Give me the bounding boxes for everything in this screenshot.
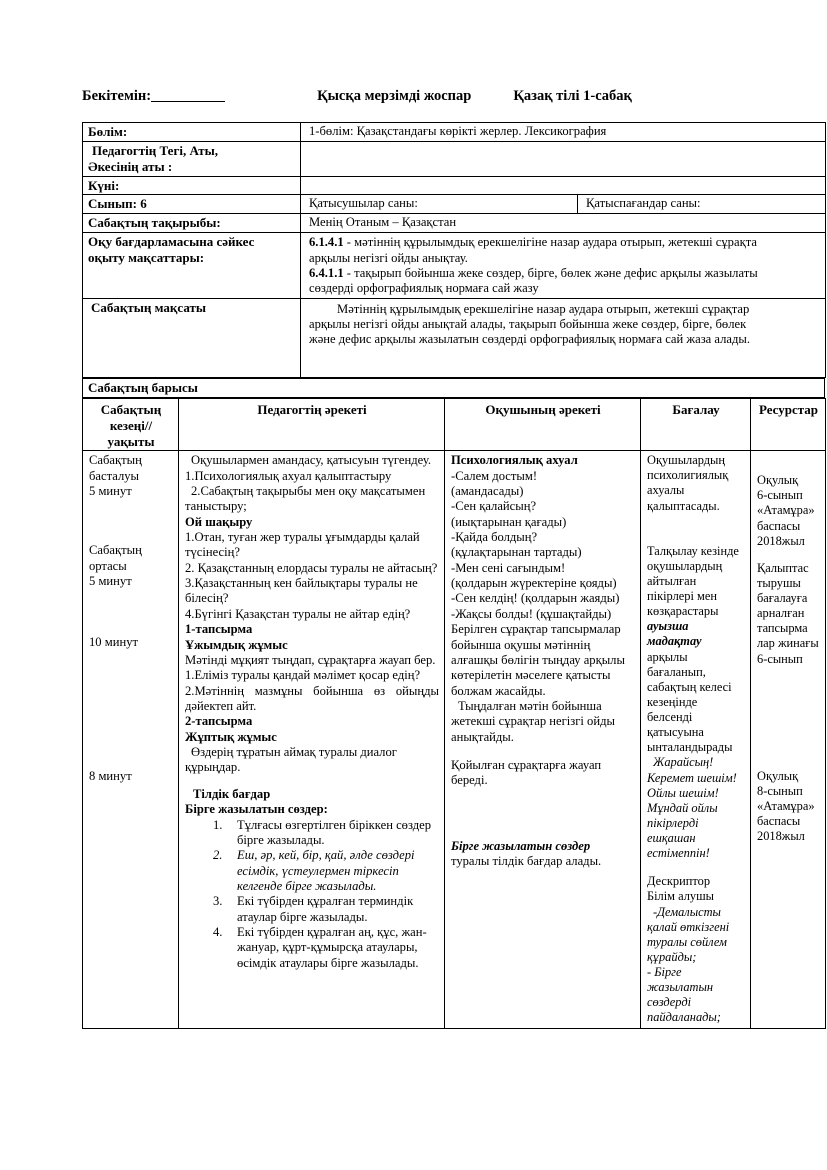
assessment-praise-3: Ойлы шешім! xyxy=(647,785,719,800)
stage-spacer-b xyxy=(89,589,173,635)
resource-3-line-3: «Атамұра» xyxy=(757,798,815,813)
lesson-progress-heading: Сабақтың барысы xyxy=(83,378,825,398)
assessment-paragraph-2-part-b: арқылы бағаланып, сабақтың келесі кезеңінде белсенді қатысуына ынталандырады xyxy=(647,649,733,755)
resource-1-line-1: Оқулық xyxy=(757,473,799,488)
teacher-question-3: 3.Қазақстанның кен байлықтары туралы не білесің? xyxy=(185,576,418,606)
assessment-oral-praise-emphasis: ауызша мадақтау xyxy=(647,619,702,649)
table-row-attendance xyxy=(83,195,826,214)
stage-spacer-c xyxy=(89,651,173,769)
assessment-praise-2: Керемет шешім! xyxy=(647,770,737,785)
objectives-label xyxy=(83,233,301,298)
resource-2-line-2: тырушы xyxy=(757,575,801,590)
lesson-info-table xyxy=(82,122,826,378)
teacher-task1-question-1: 1.Еліміз туралы қандай мәлімет қосар едің? xyxy=(185,668,421,683)
stage-start-l1: Сабақтың xyxy=(89,453,142,468)
objective-2-code: 6.4.1.1 xyxy=(309,265,344,280)
table-header-row xyxy=(83,399,826,451)
resources-spacer-1 xyxy=(757,549,820,561)
pupil-line-4: (иықтарынан қағады) xyxy=(451,514,567,529)
resource-3-line-1: Оқулық xyxy=(757,768,799,783)
teacher-task1-title: 1-тапсырма xyxy=(185,622,253,637)
resource-1-line-4: баспасы xyxy=(757,518,801,533)
table-row-teacher xyxy=(83,141,826,176)
objective-1-code: 6.1.4.1 xyxy=(309,235,344,250)
resource-2-line-5: тапсырма xyxy=(757,621,808,636)
cell-stage-time xyxy=(83,451,179,1028)
column-header-stage-l3: уақыты xyxy=(107,433,155,449)
column-header-stage xyxy=(83,399,179,451)
teacher-question-2: 2. Қазақстанның елордасы туралы не айтасың? xyxy=(185,560,438,575)
stage-lesson-middle xyxy=(89,543,173,589)
rule-2-text-rest: есімдік, үстеулермен тіркесіп келгенде бірге жазылады. xyxy=(237,863,399,893)
list-item xyxy=(237,925,439,971)
resource-1-line-2: 6-сынып xyxy=(757,488,803,503)
cell-assessment xyxy=(641,451,751,1028)
objective-2-line1 xyxy=(309,266,821,281)
pupil-line-8: (қолдарын жүректеріне қояды) xyxy=(451,576,617,591)
assessment-spacer-2 xyxy=(647,861,745,874)
objective-2-text: - тақырып бойынша жеке сөздер, бірге, бөлек және дефис арқылы жазылаты xyxy=(346,265,758,280)
pupil-line-6: (құлақтарынан тартады) xyxy=(451,545,582,560)
table-row-topic xyxy=(83,214,826,233)
teacher-task1-question-2: 2.Мәтіннің мазмұны бойынша өз ойыңды дәйектеп айт. xyxy=(185,683,439,713)
assessment-descriptor-2: - Бірге жазылатын сөздерді пайдаланады; xyxy=(647,965,721,1025)
pupil-line-10: -Жақсы болды! (құшақтайды) xyxy=(451,606,612,621)
column-header-teacher-action: Педагогтің әрекеті xyxy=(179,399,445,451)
pupil-paragraph-4-emphasis: Бірге жазылатын сөздер xyxy=(451,838,591,853)
teacher-language-guide-title: Тілдік бағдар xyxy=(193,786,271,801)
assessment-paragraph-1: Оқушылардың психолигиялық ахуалы қалыптасады. xyxy=(647,453,729,513)
cell-resources xyxy=(751,451,826,1028)
table-row-objectives xyxy=(83,233,826,298)
aim-line-2: арқылы негізгі ойды анықтай алады, тақырып бойынша жеке сөздер, бірге, бөлек xyxy=(309,316,747,331)
resource-1-line-5: 2018жыл xyxy=(757,533,805,548)
assessment-spacer-1 xyxy=(647,514,745,544)
column-header-pupil-action: Оқушының әрекеті xyxy=(445,399,641,451)
resources-spacer-2 xyxy=(757,667,820,769)
resource-2-line-6: лар жинағы xyxy=(757,636,819,651)
assessment-descriptor-1: -Демалысты қалай өткізгені туралы сөйлем құрайды; xyxy=(647,904,730,964)
teacher-brainstorm-title: Ой шақыру xyxy=(185,514,253,529)
lesson-body-table xyxy=(82,398,826,1028)
table-row-aim xyxy=(83,298,826,377)
assessment-praise-4: Мұндай ойлы пікірлерді ешқашан естімеппін! xyxy=(647,800,718,861)
resource-2-line-3: бағалауға xyxy=(757,591,808,606)
objective-1-text: - мәтіннің құрылымдық ерекшелігіне назар аудара отырып, жетекші сұрақта xyxy=(346,235,757,250)
objectives-label-line1: Оқу бағдарламасына сәйкес xyxy=(88,234,255,250)
teacher-task2-description: Өздерің тұратын аймақ туралы диалог құрыңдар. xyxy=(185,745,397,775)
objectives-label-line2: оқыту мақсаттары: xyxy=(88,250,205,266)
assessment-paragraph-2-part-a: Талқылау кезінде оқушылардың айтылған пікірлері мен көзқарастары xyxy=(647,543,739,619)
cell-pupil-action xyxy=(445,451,641,1028)
teacher-item-1: 1.Психологиялық ахуал қалыптастыру xyxy=(185,468,392,483)
approval-text: Бекітемін: xyxy=(82,88,152,104)
resource-2-line-7: 6-сынып xyxy=(757,651,803,666)
resource-3-line-5: 2018жыл xyxy=(757,829,805,844)
resource-2-line-1: Қалыптас xyxy=(757,560,809,575)
stage-start-l2: басталуы xyxy=(89,468,139,483)
stage-lesson-start xyxy=(89,453,173,499)
stage-middle-l1: Сабақтың xyxy=(89,543,142,558)
objective-2-line2: сөздерді орфографиялық нормаға сай жазу xyxy=(309,281,539,296)
topic-value: Менің Отаным – Қазақстан xyxy=(301,214,826,233)
plan-title: Қысқа мерзімді жоспар xyxy=(317,88,472,104)
approval-label xyxy=(82,88,225,105)
section-label: Бөлім: xyxy=(83,123,301,142)
teacher-label xyxy=(83,141,301,176)
teacher-spelling-rules-list xyxy=(185,818,439,972)
pupil-line-7: -Мен сені сағындым! xyxy=(451,560,566,575)
pupil-paragraph-4-rest: туралы тілдік бағдар алады. xyxy=(451,854,602,869)
resource-3-line-4: баспасы xyxy=(757,814,801,829)
rule-1-text: Тұлғасы өзгертілген біріккен сөздер бірге жазылады. xyxy=(237,817,432,847)
document-header xyxy=(82,88,825,105)
rule-2-text-italic: Еш, әр, кей, бір, қай, әлде сөздері xyxy=(237,848,415,863)
table-row-lesson-body xyxy=(83,451,826,1028)
pupil-paragraph-3: Қойылған сұрақтарға жауап береді. xyxy=(451,758,602,788)
assessment-paragraph-2 xyxy=(647,544,745,756)
teacher-label-line2: Әкесінің аты : xyxy=(88,158,173,174)
resource-3-line-2: 8-сынып xyxy=(757,783,803,798)
table-row-progress-heading xyxy=(83,378,825,398)
topic-label: Сабақтың тақырыбы: xyxy=(83,214,301,233)
teacher-value[interactable] xyxy=(301,141,826,176)
list-item xyxy=(237,818,439,849)
pupil-spacer-2 xyxy=(451,789,635,839)
stage-spacer-a xyxy=(89,499,173,543)
teacher-question-4: 4.Бүгінгі Қазақстан туралы не айтар едің? xyxy=(185,606,411,621)
table-row-date xyxy=(83,176,826,195)
section-value: 1-бөлім: Қазақстандағы көрікті жерлер. Лексикография xyxy=(301,123,826,142)
teacher-greeting: Оқушылармен амандасу, қатысуын түгендеу. xyxy=(191,453,432,468)
pupil-line-1: -Салем достым! xyxy=(451,468,538,483)
subject-lesson-title: Қазақ тілі 1-сабақ xyxy=(513,88,632,104)
stage-start-time: 5 минут xyxy=(89,483,132,498)
stage-ten-minutes: 10 минут xyxy=(89,635,138,650)
stage-eight-minutes: 8 минут xyxy=(89,768,132,783)
teacher-item-2: 2.Сабақтың тақырыбы мен оқу мақсатымен таныстыру; xyxy=(185,483,426,514)
aim-value xyxy=(301,298,826,377)
date-label: Күні: xyxy=(83,176,301,195)
stage-middle-l2: ортасы xyxy=(89,558,127,573)
column-header-stage-l1: Сабақтың xyxy=(100,402,162,418)
objective-1-line1 xyxy=(309,235,821,250)
list-item xyxy=(237,848,439,894)
teacher-task1-description: Мәтінді мұқият тыңдап, сұрақтарға жауап бер. xyxy=(185,652,436,667)
pupil-line-3: -Сен қалайсың? xyxy=(451,499,537,514)
approval-signature-rule xyxy=(151,89,225,102)
resource-1-line-3: «Атамұра» xyxy=(757,503,815,518)
pupil-line-9: -Сен келдің! (қолдарын жаяды) xyxy=(451,591,620,606)
pupil-line-2: (амандасады) xyxy=(451,483,524,498)
teacher-spacer xyxy=(185,776,439,787)
pupil-psych-title: Психологиялық ахуал xyxy=(451,453,578,468)
aim-line-1: Мәтіннің құрылымдық ерекшелігіне назар аудара отырып, жетекші сұрақтар xyxy=(337,301,750,316)
teacher-label-line1: Педагогтің Тегі, Аты, xyxy=(92,142,218,158)
pupil-paragraph-1: Берілген сұрақтар тапсырмалар бойынша оқушы мәтіннің алғашқы бөлігін тыңдау арқылы көтерілетін мәселеге қатысты болжам жасайды. xyxy=(451,622,625,698)
objectives-value xyxy=(301,233,826,298)
pupil-paragraph-4 xyxy=(451,839,635,854)
pupil-spacer-1 xyxy=(451,745,635,758)
assessment-descriptor-subtitle: Білім алушы xyxy=(647,889,714,904)
teacher-language-guide-subtitle: Бірге жазылатын сөздер: xyxy=(185,802,328,817)
objective-1-line2: арқылы негізгі ойды анықтау. xyxy=(309,250,468,265)
lesson-progress-heading-table xyxy=(82,378,825,399)
column-header-resources: Ресурстар xyxy=(751,399,826,451)
rule-4-text: Екі түбірден құралған аң, құс, жан-жануар, құрт-құмырсқа атаулары, өсімдік атаулары бірге жазылады. xyxy=(237,925,427,970)
date-value[interactable] xyxy=(301,176,826,195)
teacher-question-1: 1.Отан, туған жер туралы ұғымдарды қалай түсінесің? xyxy=(185,530,420,560)
resource-2-line-4: арналған xyxy=(757,606,805,621)
table-row-section xyxy=(83,123,826,142)
teacher-task2-title: 2-тапсырма xyxy=(185,714,253,729)
assessment-descriptor-title: Дескриптор xyxy=(647,874,711,889)
list-item xyxy=(237,894,439,925)
stage-middle-time: 5 минут xyxy=(89,574,132,589)
absent-count-label[interactable]: Қатыспағандар саны: xyxy=(578,195,826,214)
aim-label: Сабақтың мақсаты xyxy=(83,298,301,377)
aim-line-3: және дефис арқылы жазылатын сөздерді орфографиялық нормаға сай жаза алады. xyxy=(309,332,751,347)
cell-teacher-action xyxy=(179,451,445,1028)
rule-3-text: Екі түбірден құралған терминдік атаулар бірге жазылады. xyxy=(237,894,414,924)
pupil-line-5: -Қайда болдың? xyxy=(451,530,538,545)
assessment-praise-1: Жарайсың! xyxy=(653,755,714,770)
present-count-label[interactable]: Қатысушылар саны: xyxy=(301,195,578,214)
teacher-task1-subtitle: Ұжымдық жұмыс xyxy=(185,637,288,652)
pupil-paragraph-2: Тыңдалған мәтін бойынша жетекші сұрақтар негізгі ойды анықтайды. xyxy=(451,698,615,744)
grade-label: Сынып: 6 xyxy=(83,195,301,214)
teacher-task2-subtitle: Жұптық жұмыс xyxy=(185,729,277,744)
resources-spacer-top xyxy=(757,453,820,473)
column-header-assessment: Бағалау xyxy=(641,399,751,451)
column-header-stage-l2: кезеңі// xyxy=(109,418,153,434)
